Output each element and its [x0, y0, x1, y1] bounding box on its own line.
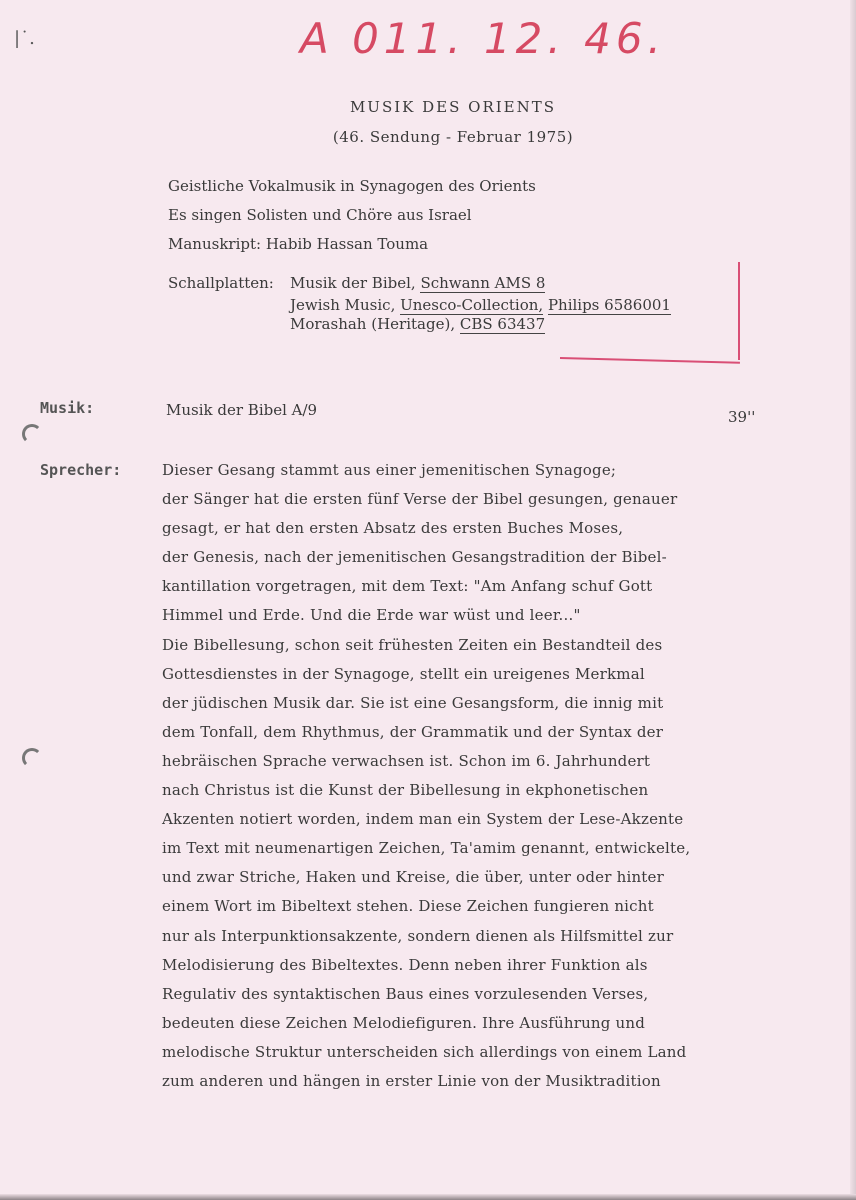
record-1-label: Schwann AMS 8	[420, 274, 546, 292]
document-subtitle: (46. Sendung - Februar 1975)	[332, 128, 574, 146]
record-1	[290, 274, 545, 292]
text-line: zum anderen und hängen in erster Linie von der Musiktradition	[162, 1071, 661, 1090]
record-3-title: Morashah (Heritage),	[290, 315, 460, 333]
text-line: dem Tonfall, dem Rhythmus, der Grammatik und der Syntax der	[162, 722, 664, 741]
music-duration: 39''	[728, 408, 756, 426]
text-line: hebräischen Sprache verwachsen ist. Schon im 6. Jahrhundert	[162, 751, 651, 770]
records-label: Schallplatten:	[168, 274, 274, 292]
record-2-title: Jewish Music,	[290, 296, 401, 314]
text-line: im Text mit neumenartigen Zeichen, Ta'amim genannt, entwickelte,	[162, 839, 691, 858]
text-line: bedeuten diese Zeichen Melodiefiguren. Ihre Ausführung und	[162, 1013, 646, 1032]
text-line: Dieser Gesang stammt aus einer jemenitischen Synagoge;	[162, 461, 617, 479]
music-value: Musik der Bibel A/9	[166, 401, 318, 419]
text-line: der jüdischen Musik dar. Sie ist eine Gesangsform, die innig mit	[162, 693, 664, 712]
text-line: und zwar Striche, Haken und Kreise, die über, unter oder hinter	[162, 868, 664, 887]
record-2-collection: Unesco-Collection,	[400, 296, 544, 314]
speaker-label: Sprecher:	[40, 461, 122, 479]
record-3-label: CBS 63437	[459, 315, 546, 333]
text-line: nach Christus ist die Kunst der Bibellesung in ekphonetischen	[162, 781, 649, 800]
text-line: gesagt, er hat den ersten Absatz des ersten Buches Moses,	[162, 519, 624, 538]
document-title: MUSIK DES ORIENTS	[349, 98, 557, 116]
pink-marker-horizontal	[560, 357, 740, 364]
archive-code: A 011. 12. 46.	[300, 14, 666, 63]
text-line: Melodisierung des Bibeltextes. Denn neben ihrer Funktion als	[162, 955, 648, 974]
text-line: einem Wort im Bibeltext stehen. Diese Zeichen fungieren nicht	[162, 897, 654, 916]
meta-manuscript: Manuskript: Habib Hassan Touma	[168, 235, 429, 253]
record-3	[290, 315, 545, 333]
text-line: der Genesis, nach der jemenitischen Gesangstradition der Bibel-	[162, 548, 667, 567]
speaker-text	[162, 456, 782, 1096]
text-line: nur als Interpunktionsakzente, sondern dienen als Hilfsmittel zur	[162, 926, 674, 945]
meta-topic: Geistliche Vokalmusik in Synagogen des Orients	[168, 177, 536, 195]
pink-marker-vertical	[738, 262, 740, 360]
paper-edge-right	[850, 0, 856, 1200]
record-2	[290, 296, 671, 314]
text-line: melodische Struktur unterscheiden sich allerdings von einem Land	[162, 1042, 687, 1061]
margin-mark: |˙.	[14, 28, 35, 49]
text-line: kantillation vorgetragen, mit dem Text: "Am Anfang schuf Gott	[162, 577, 653, 596]
text-line: Himmel und Erde. Und die Erde war wüst und leer..."	[162, 606, 581, 625]
punch-hole-icon	[22, 424, 42, 444]
music-label: Musik:	[40, 399, 95, 417]
record-1-title: Musik der Bibel,	[290, 274, 421, 292]
punch-hole-icon	[22, 748, 42, 768]
paper-edge-bottom	[0, 1194, 856, 1200]
meta-performers: Es singen Solisten und Chöre aus Israel	[168, 206, 472, 224]
record-2-label: Philips 6586001	[547, 296, 671, 314]
text-line: Gottesdienstes in der Synagoge, stellt ein ureigenes Merkmal	[162, 664, 645, 683]
text-line: der Sänger hat die ersten fünf Verse der Bibel gesungen, genauer	[162, 490, 678, 509]
text-line: Akzenten notiert worden, indem man ein System der Lese-Akzente	[162, 810, 684, 829]
text-line: Regulativ des syntaktischen Baus eines vorzulesenden Verses,	[162, 984, 649, 1003]
text-line: Die Bibellesung, schon seit frühesten Zeiten ein Bestandteil des	[162, 635, 663, 654]
